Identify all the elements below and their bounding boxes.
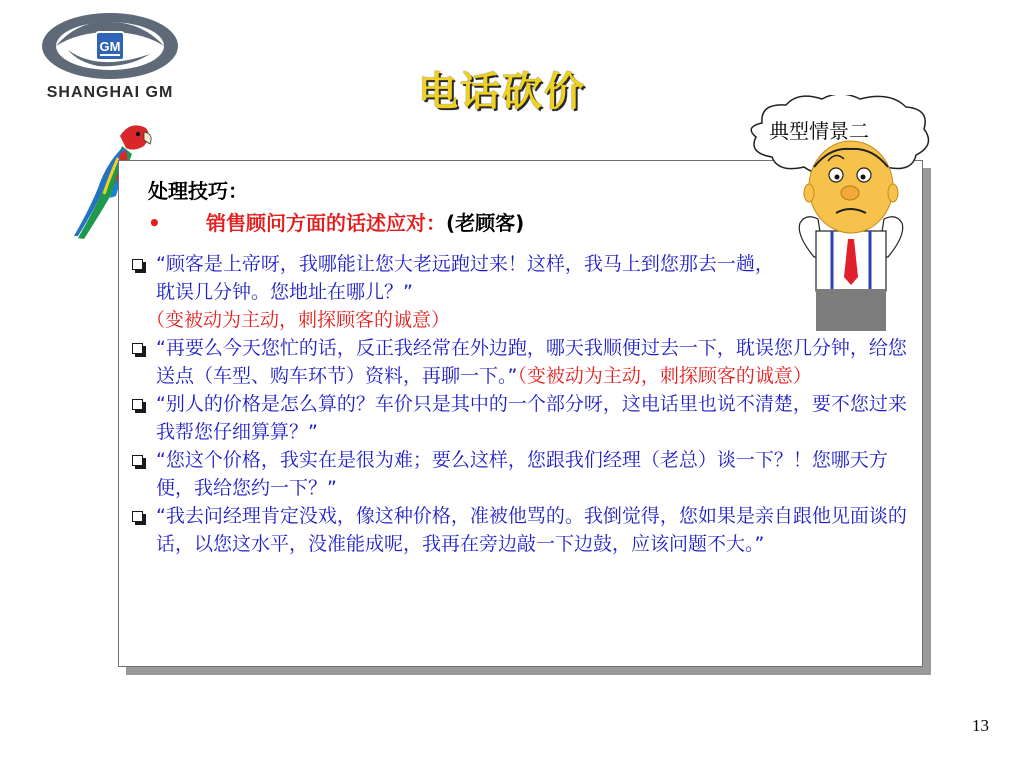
page-title: 电话砍价 <box>418 68 586 115</box>
thought-bubble-text: 典型情景二 <box>769 119 869 143</box>
list-item-text: “再要么今天您忙的话，反正我经常在外边跑，哪天我顺便过去一下，耽误您几分钟，给您送点（车型、购车环节）资料，再聊一下。” <box>156 337 907 387</box>
list-item <box>132 502 912 558</box>
subheading-red-text: 销售顾问方面的话述应对： <box>206 211 446 235</box>
checkbox-bullet-icon <box>132 511 143 522</box>
list-item-text: “您这个价格，我实在是很为难；要么这样，您跟我们经理（老总）谈一下？！您哪天方便，我给您约一下？” <box>156 449 888 499</box>
gm-badge-text: GM <box>99 39 121 54</box>
subheading-black-text: (老顾客) <box>446 211 525 235</box>
section-subheading <box>148 207 524 236</box>
list-item <box>132 250 786 306</box>
list-item-text: “顾客是上帝呀，我哪能让您大老远跑过来！这样，我马上到您那去一趟，耽误几分钟。您地址在哪儿？” <box>156 253 774 303</box>
list-item <box>132 390 912 446</box>
logo-text: SHANGHAI GM <box>46 84 174 101</box>
section-heading: 处理技巧： <box>148 179 248 203</box>
list-item <box>132 334 912 390</box>
shanghai-gm-logo <box>20 10 200 110</box>
list-item-note: （变被动为主动，刺探顾客的诚意） <box>517 365 812 387</box>
gm-emblem-icon <box>38 10 182 86</box>
checkbox-bullet-icon <box>132 259 143 270</box>
list-item-text: “我去问经理肯定没戏，像这种价格，准被他骂的。我倒觉得，您如果是亲自跟他见面谈的话，以您这水平，没准能成呢，我再在旁边敲一下边鼓，应该问题不大。” <box>156 505 907 555</box>
list-item-text: “别人的价格是怎么算的？车价只是其中的一个部分呀，这电话里也说不清楚，要不您过来我帮您仔细算算？” <box>156 393 907 443</box>
list-note: （变被动为主动，刺探顾客的诚意） <box>146 309 451 331</box>
checkbox-bullet-icon <box>132 343 143 354</box>
page-number: 13 <box>972 716 989 735</box>
checkbox-bullet-icon <box>132 399 143 410</box>
bullet-icon: • <box>148 211 161 235</box>
list-item <box>132 446 912 502</box>
checkbox-bullet-icon <box>132 455 143 466</box>
